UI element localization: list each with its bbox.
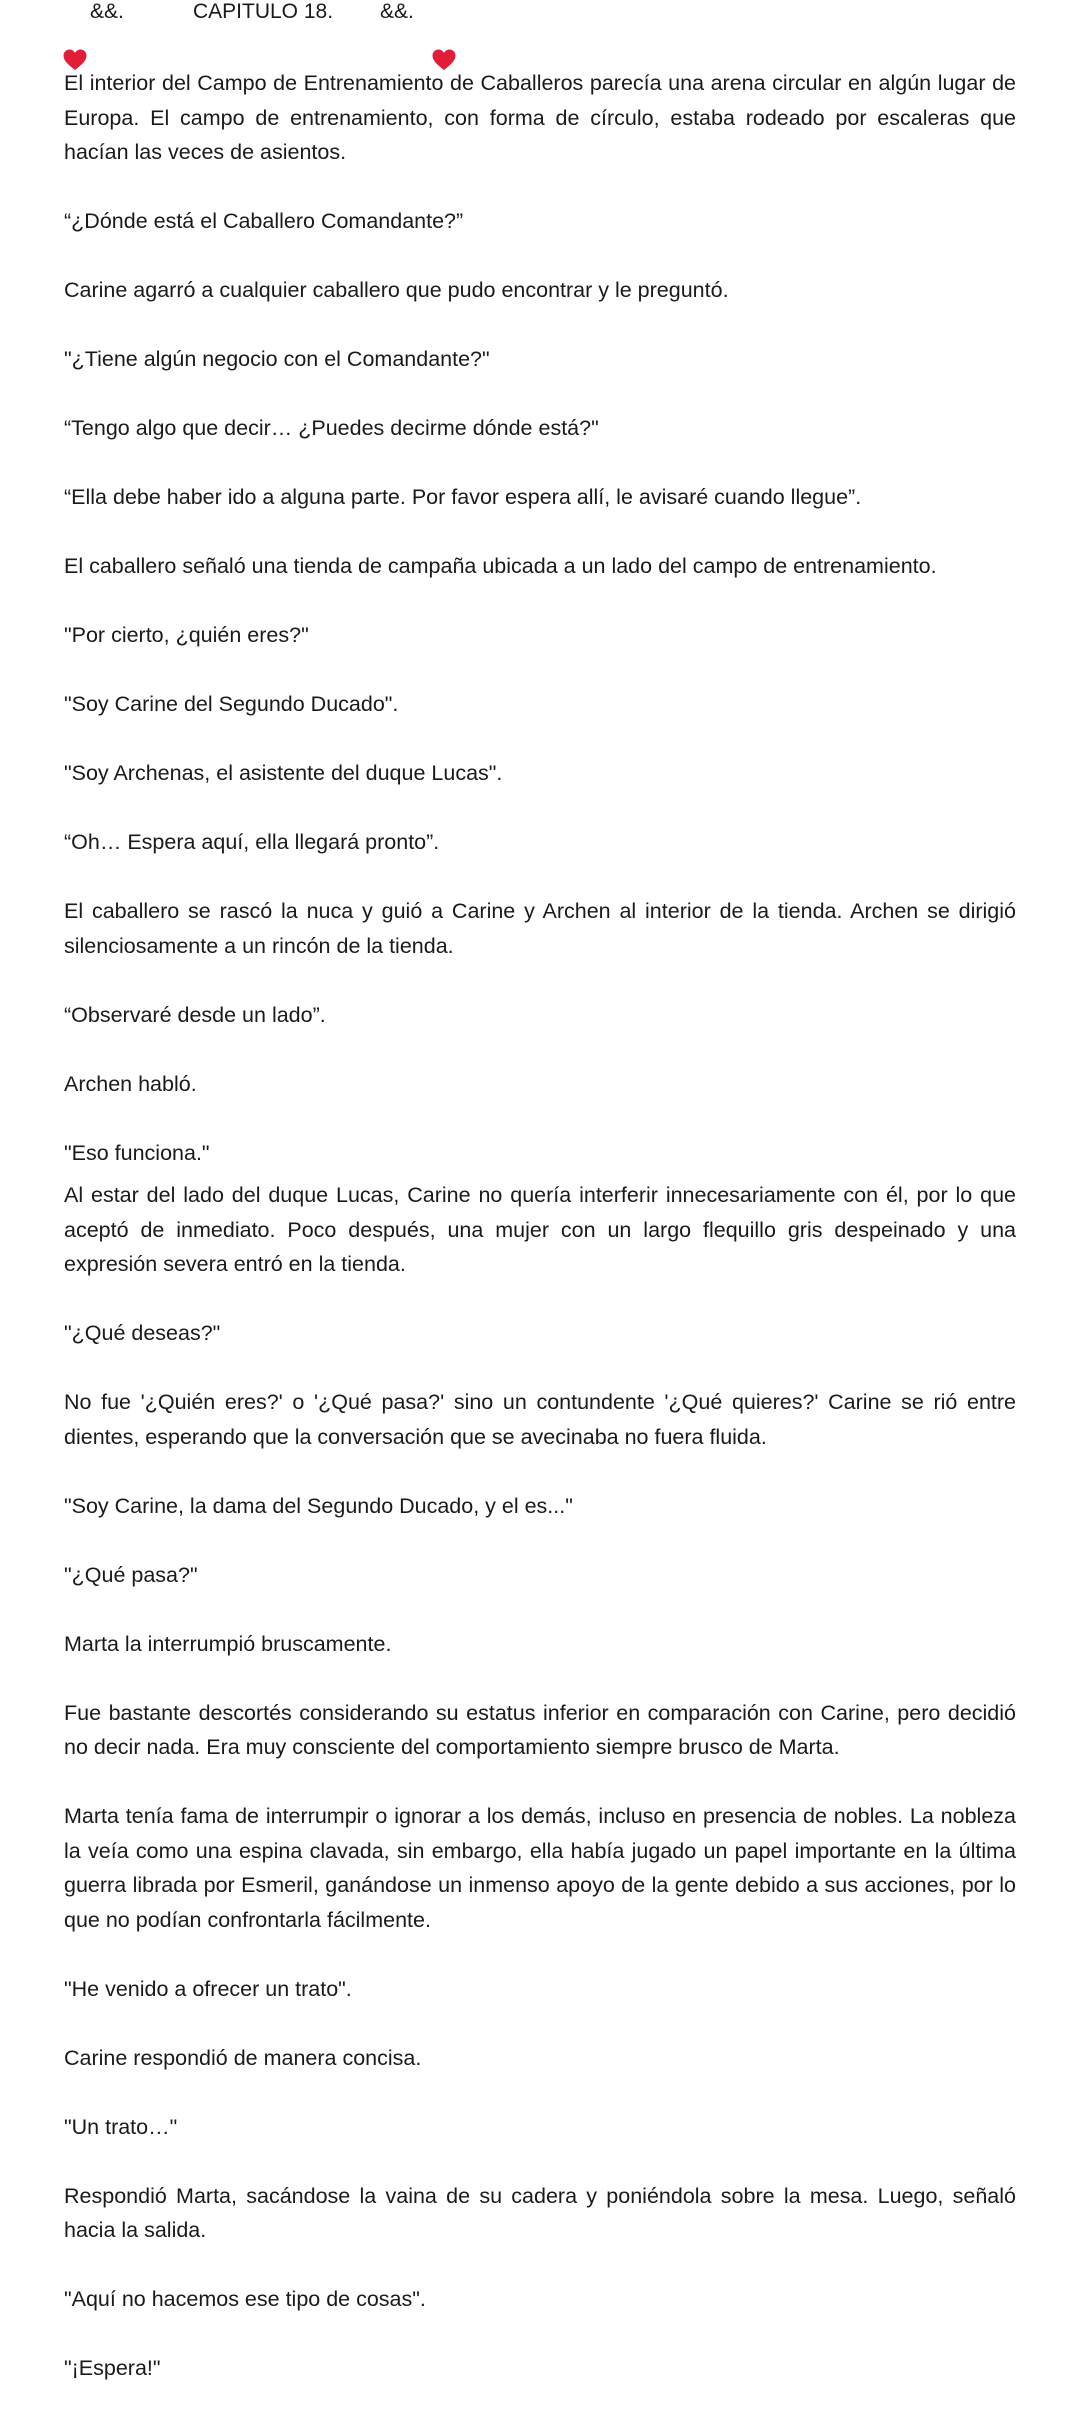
- paragraph: "Por cierto, ¿quién eres?": [64, 623, 309, 647]
- paragraph: "¿Tiene algún negocio con el Comandante?": [64, 347, 490, 371]
- header-left-marker: &&.: [90, 0, 124, 23]
- heart-icon: [432, 1, 456, 23]
- paragraph: "He venido a ofrecer un trato".: [64, 1976, 352, 2001]
- paragraph: Carine agarró a cualquier caballero que pudo encontrar y le preguntó.: [64, 278, 729, 302]
- paragraph: “Ella debe haber ido a alguna parte. Por favor espera allí, le avisaré cuando llegue”.: [64, 485, 862, 509]
- paragraph: Archen habló.: [64, 1071, 197, 1096]
- paragraph: Carine respondió de manera concisa.: [64, 2045, 422, 2070]
- paragraph: "¡Espera!": [64, 2356, 161, 2380]
- paragraph: "¿Qué pasa?": [64, 1562, 198, 1587]
- paragraph: "Soy Carine, la dama del Segundo Ducado, y el es...": [64, 1493, 573, 1518]
- paragraph: "Un trato…": [64, 2114, 178, 2139]
- paragraph: Respondió Marta, sacándose la vaina de su cadera y poniéndola sobre la mesa. Luego, señaló hacia la salida.: [64, 2183, 1016, 2242]
- paragraph: "Aquí no hacemos ese tipo de cosas".: [64, 2287, 426, 2311]
- paragraph: "Soy Carine del Segundo Ducado".: [64, 692, 399, 716]
- paragraph: Marta la interrumpió bruscamente.: [64, 1631, 392, 1656]
- paragraph: “¿Dónde está el Caballero Comandante?”: [64, 209, 464, 233]
- paragraph: Marta tenía fama de interrumpir o ignorar a los demás, incluso en presencia de nobles. La nobleza la veía como una espina clavada, sin embargo, ella había jugado un papel importante en la última guerra librada por Esmeril, ganándose un inmenso apoyo de la gente debido a sus acciones, por lo que no podían confrontarla fácilmente.: [64, 1804, 1016, 1932]
- paragraph: No fue '¿Quién eres?' o '¿Qué pasa?' sino un contundente '¿Qué quieres?' Carine se rió entre dientes, esperando que la conversación que se avecinaba no fuera fluida.: [64, 1390, 1016, 1449]
- paragraph: "Eso funciona.": [64, 1140, 210, 1165]
- chapter-title: CAPITULO 18.: [193, 0, 334, 23]
- paragraph: "Soy Archenas, el asistente del duque Lucas".: [64, 761, 503, 785]
- paragraph: El caballero se rascó la nuca y guió a Carine y Archen al interior de la tienda. Archen se dirigió silenciosamente a un rincón de la tienda.: [64, 899, 1016, 958]
- paragraph: “Observaré desde un lado”.: [64, 1002, 326, 1027]
- chapter-body: [64, 66, 1016, 2420]
- chapter-header: [0, 0, 1080, 26]
- paragraph: Fue bastante descortés considerando su estatus inferior en comparación con Carine, pero decidió no decir nada. Era muy consciente del comportamiento siempre brusco de Marta.: [64, 1700, 1016, 1759]
- heart-icon: [63, 1, 87, 23]
- paragraph: Al estar del lado del duque Lucas, Carine no quería interferir innecesariamente con él, por lo que aceptó de inmediato. Poco después, una mujer con un largo flequillo gris despeinado y una expresión severa entró en la tienda.: [64, 1183, 1016, 1276]
- paragraph: El interior del Campo de Entrenamiento de Caballeros parecía una arena circular en algún lugar de Europa. El campo de entrenamiento, con forma de círculo, estaba rodeado por escaleras que hacían las veces de asientos.: [64, 71, 1016, 164]
- paragraph: “Tengo algo que decir… ¿Puedes decirme dónde está?": [64, 416, 599, 440]
- paragraph: El caballero señaló una tienda de campaña ubicada a un lado del campo de entrenamiento.: [64, 554, 937, 578]
- paragraph: "¿Qué deseas?": [64, 1321, 221, 1345]
- paragraph: “Oh… Espera aquí, ella llegará pronto”.: [64, 830, 440, 854]
- header-right-marker: &&.: [380, 0, 414, 23]
